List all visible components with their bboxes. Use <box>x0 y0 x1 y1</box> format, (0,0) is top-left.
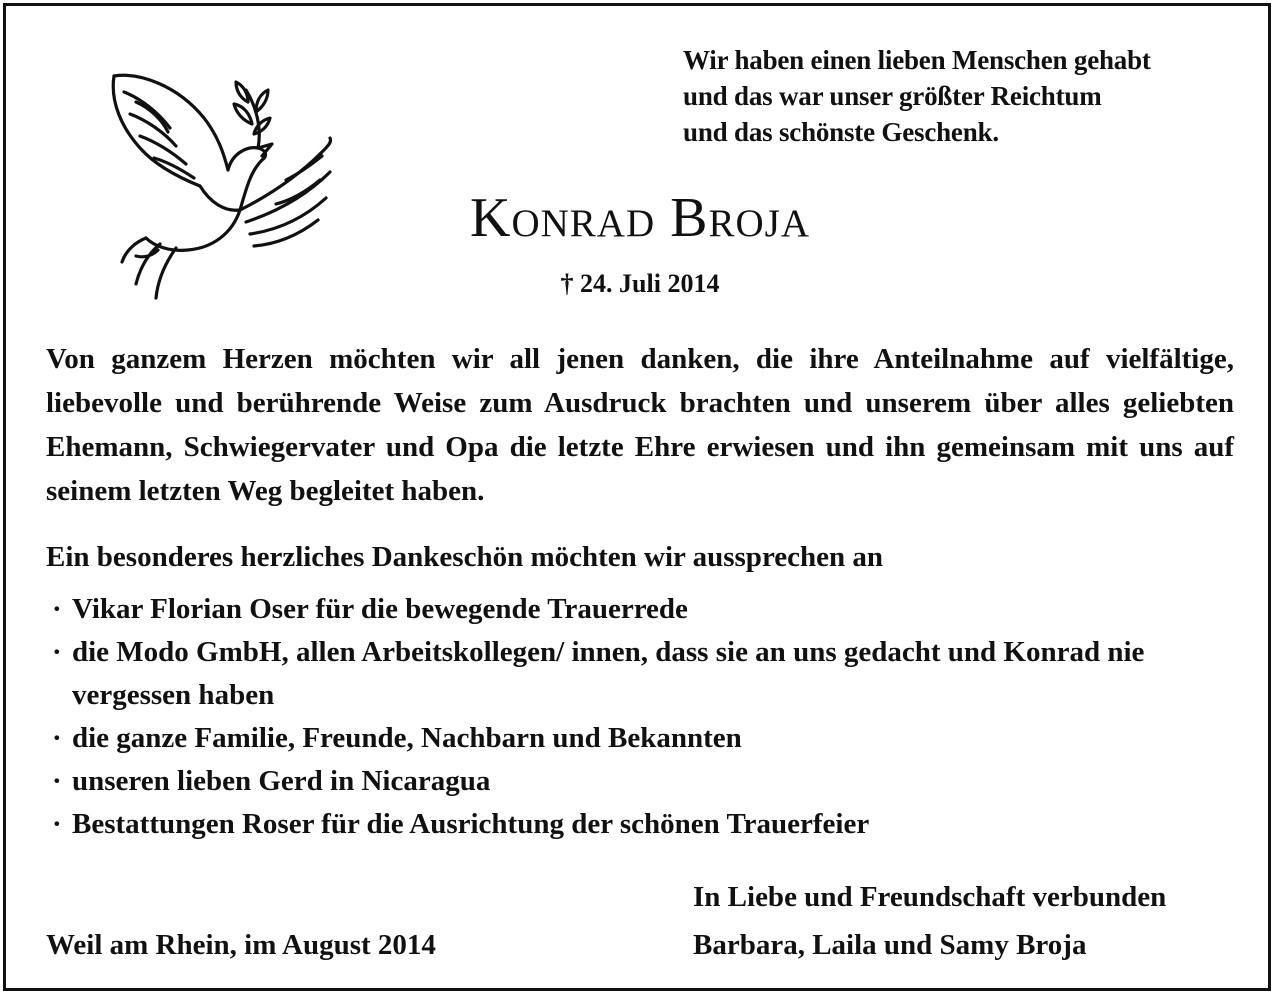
motto-line: und das war unser größter Reichtum <box>683 81 1102 111</box>
list-item-text: Vikar Florian Oser für die bewegende Trauerrede <box>72 593 688 625</box>
motto-line: Wir haben einen lieben Menschen gehabt <box>683 45 1151 75</box>
list-item <box>52 760 1238 803</box>
bullet-dot: · <box>52 722 62 754</box>
closing-block <box>693 873 1166 969</box>
list-item-text: unseren lieben Gerd in Nicaragua <box>72 765 491 797</box>
bullet-dot: · <box>52 593 62 625</box>
deceased-name: Konrad Broja <box>470 187 810 249</box>
signatories: Barbara, Laila und Samy Broja <box>693 929 1087 961</box>
list-item-text: die Modo GmbH, allen Arbeitskollegen/ innen, dass sie an uns gedacht und Konrad nie vergessen haben <box>72 636 1145 711</box>
motto-quote <box>683 42 1151 150</box>
special-thanks-list <box>52 588 1238 846</box>
bullet-dot: · <box>52 765 62 797</box>
list-item-text: Bestattungen Roser für die Ausrichtung der schönen Trauerfeier <box>72 808 870 840</box>
list-item <box>52 588 1238 631</box>
special-thanks-intro: Ein besonderes herzliches Dankeschön möchten wir aussprechen an <box>46 541 884 573</box>
motto-line: und das schönste Geschenk. <box>683 117 999 147</box>
thanks-paragraph: Von ganzem Herzen möchten wir all jenen danken, die ihre Anteilnahme auf vielfältige, liebevolle und berührende Weise zum Ausdruck brachten und unserem über alles geliebten Ehemann, Schwiegervater und Opa die letzte Ehre erwiesen und ihn gemeinsam mit uns auf seinem letzten Weg begleitet haben. <box>46 343 1234 507</box>
closing-phrase: In Liebe und Freundschaft verbunden <box>693 881 1167 913</box>
death-date: † 24. Juli 2014 <box>560 269 720 298</box>
bullet-dot: · <box>52 636 62 668</box>
list-item-text: die ganze Familie, Freunde, Nachbarn und Bekannten <box>72 722 742 754</box>
list-item <box>52 803 1238 846</box>
list-item <box>52 631 1238 717</box>
bullet-dot: · <box>52 808 62 840</box>
list-item <box>52 717 1238 760</box>
place-and-date: Weil am Rhein, im August 2014 <box>46 929 436 961</box>
